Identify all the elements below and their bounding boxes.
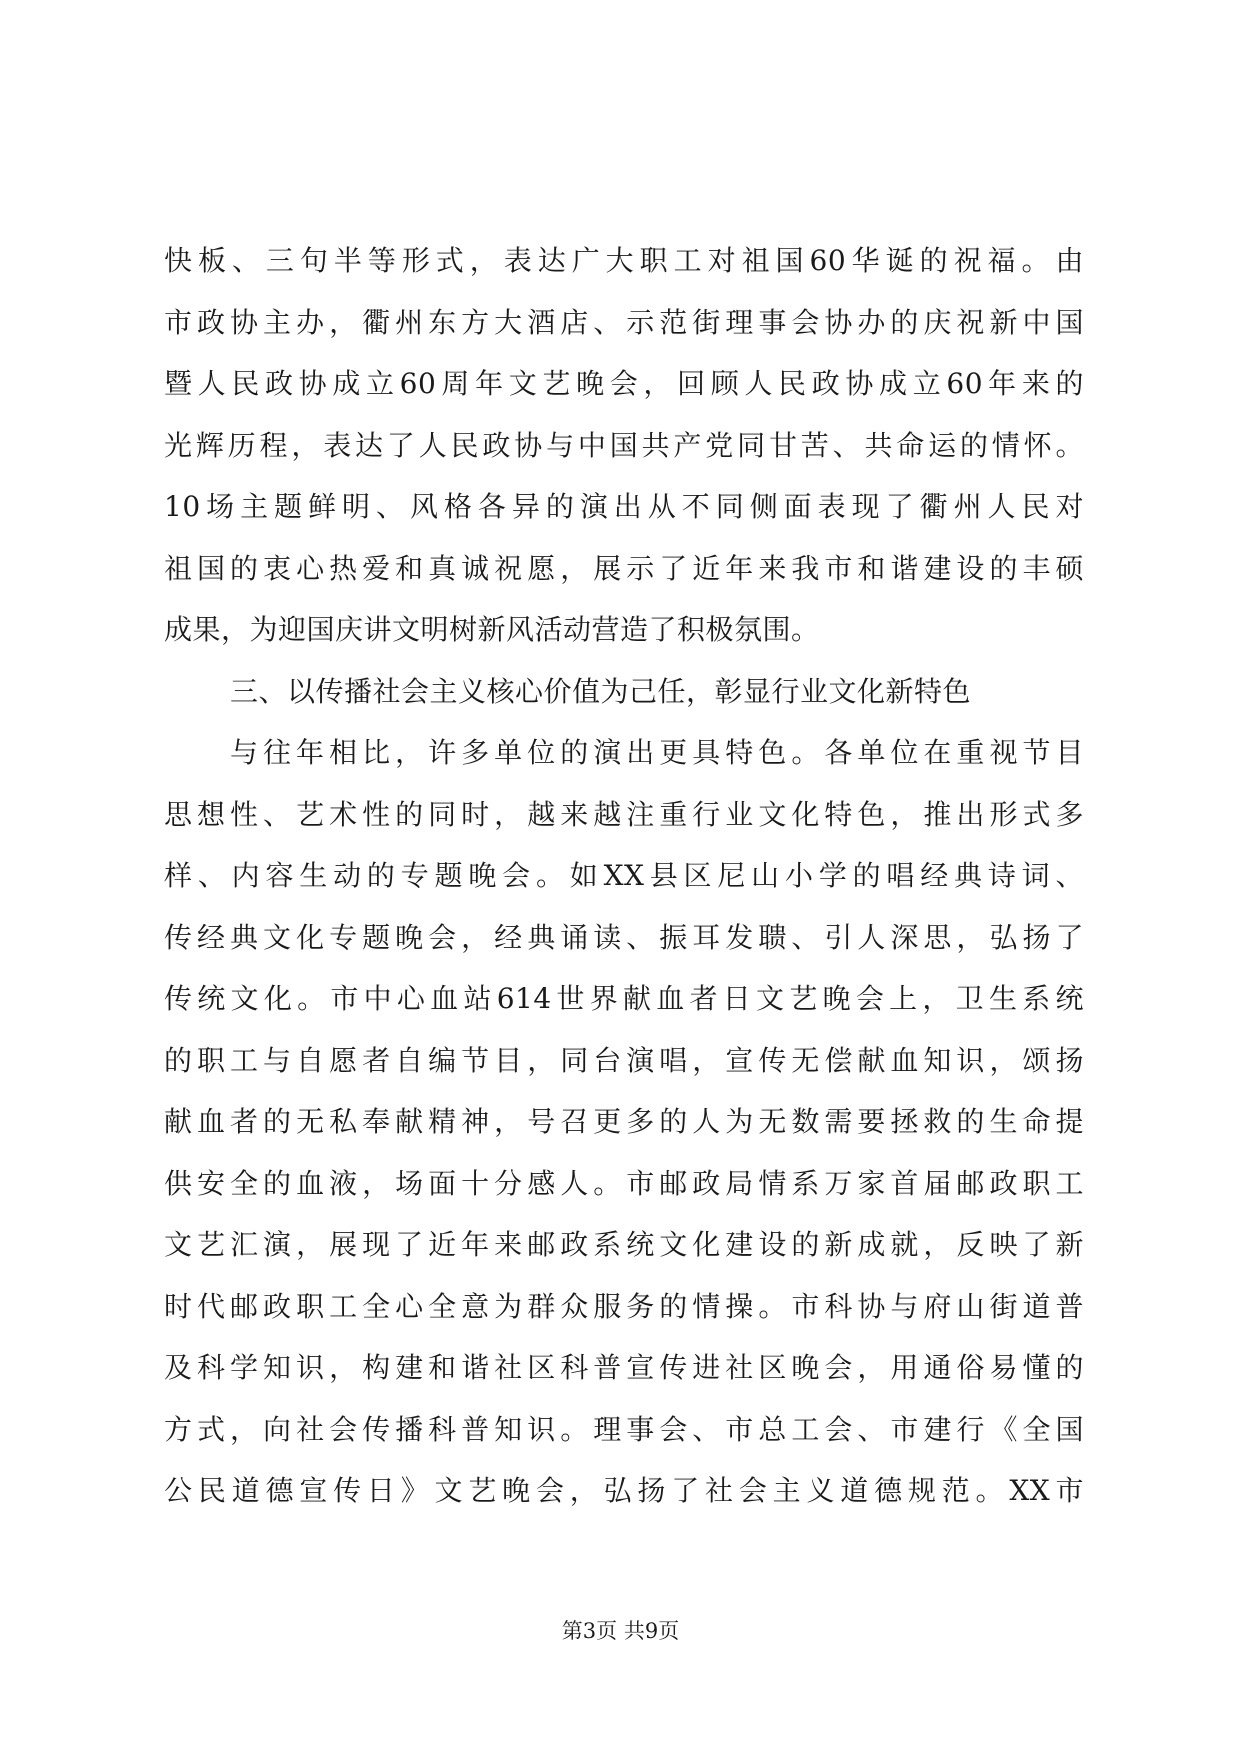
text-line: 10场主题鲜明、风格各异的演出从不同侧面表现了衢州人民对	[164, 490, 1084, 523]
text-line: 献血者的无私奉献精神，号召更多的人为无数需要拯救的生命提	[164, 1105, 1084, 1138]
text-line: 及科学知识，构建和谐社区科普宣传进社区晚会，用通俗易懂的	[164, 1351, 1084, 1384]
body-text	[164, 230, 1084, 1522]
text-line: 思想性、艺术性的同时，越来越注重行业文化特色，推出形式多	[164, 797, 1084, 831]
text-line: 公民道德宣传日》文艺晚会，弘扬了社会主义道德规范。XX市	[164, 1474, 1084, 1507]
paragraph-first-line: 与往年相比，许多单位的演出更具特色。各单位在重视节目	[230, 736, 1084, 769]
text-line: 时代邮政职工全心全意为群众服务的情操。市科协与府山街道普	[164, 1289, 1084, 1323]
text-line: 传统文化。市中心血站614世界献血者日文艺晚会上，卫生系统	[164, 982, 1084, 1015]
text-line: 样、内容生动的专题晚会。如XX县区尼山小学的唱经典诗词、	[164, 859, 1084, 892]
text-line: 方式，向社会传播科普知识。理事会、市总工会、市建行《全国	[164, 1412, 1084, 1446]
text-line: 的职工与自愿者自编节目，同台演唱，宣传无偿献血知识，颂扬	[164, 1043, 1084, 1077]
text-line: 快板、三句半等形式，表达广大职工对祖国60华诞的祝福。由	[164, 244, 1084, 277]
text-line: 光辉历程，表达了人民政协与中国共产党同甘苦、共命运的情怀。	[164, 428, 1084, 462]
text-line: 供安全的血液，场面十分感人。市邮政局情系万家首届邮政职工	[164, 1166, 1084, 1200]
text-line: 文艺汇演，展现了近年来邮政系统文化建设的新成就，反映了新	[164, 1228, 1084, 1261]
section-heading: 三、以传播社会主义核心价值为己任，彰显行业文化新特色	[230, 674, 972, 708]
text-line: 暨人民政协成立60周年文艺晚会，回顾人民政协成立60年来的	[164, 367, 1084, 400]
text-line: 市政协主办，衢州东方大酒店、示范街理事会协办的庆祝新中国	[164, 305, 1084, 339]
text-line: 成果，为迎国庆讲文明树新风活动营造了积极氛围。	[164, 613, 820, 646]
text-line: 传经典文化专题晚会，经典诵读、振耳发聩、引人深思，弘扬了	[164, 920, 1084, 954]
text-line: 祖国的衷心热爱和真诚祝愿，展示了近年来我市和谐建设的丰硕	[164, 551, 1084, 585]
page-number-footer: 第3页 共9页	[561, 1619, 680, 1643]
